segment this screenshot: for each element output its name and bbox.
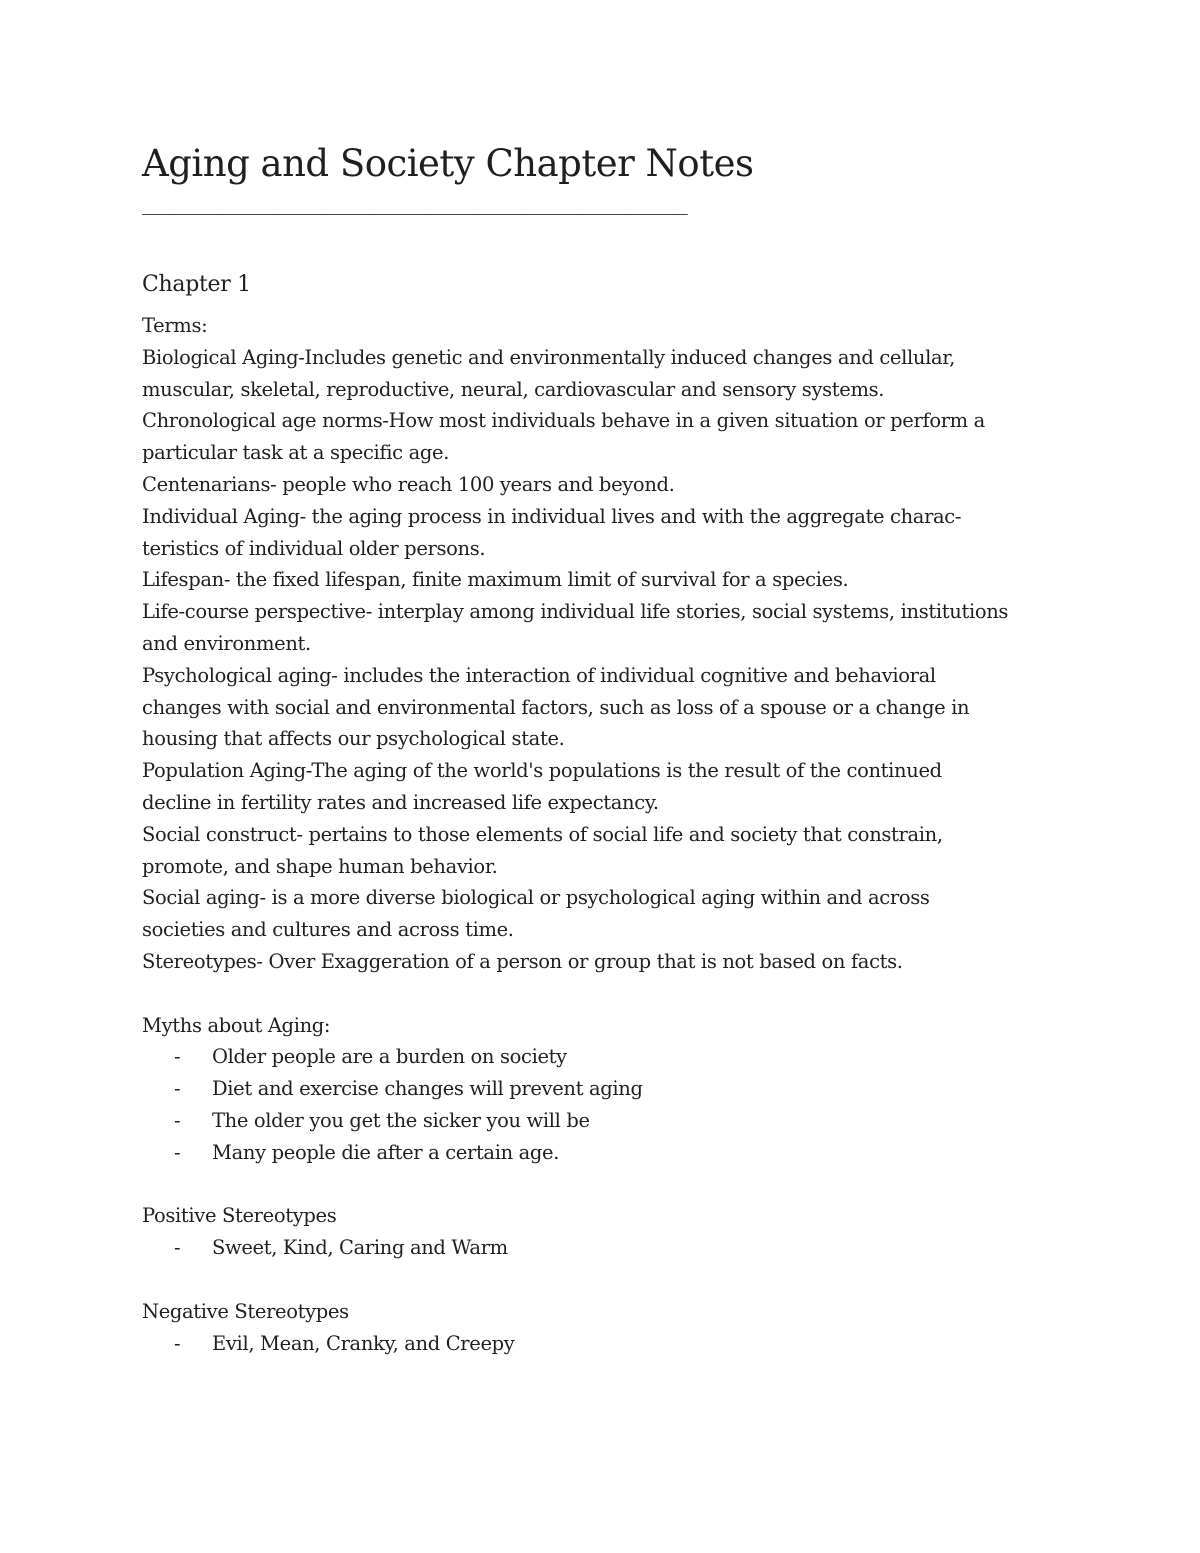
list-item-text: The older you get the sicker you will be	[212, 1108, 590, 1132]
term-line: Psychological aging- includes the interaction of individual cognitive and behavioral	[142, 663, 936, 687]
list-item-text: Sweet, Kind, Caring and Warm	[212, 1236, 508, 1260]
term-line: promote, and shape human behavior.	[142, 854, 498, 878]
term-line: changes with social and environmental factors, such as loss of a spouse or a change in	[142, 695, 970, 719]
myths-list	[142, 1041, 1072, 1168]
term-line: housing that affects our psychological state.	[142, 727, 565, 751]
bullet-dash: -	[174, 1331, 181, 1355]
myths-heading: Myths about Aging:	[142, 1013, 331, 1037]
term-line: Population Aging-The aging of the world's populations is the result of the continued	[142, 759, 942, 783]
positive-stereotypes-list	[142, 1232, 1072, 1264]
chapter-heading: Chapter 1	[142, 272, 251, 297]
term-line: Individual Aging- the aging process in individual lives and with the aggregate charac-	[142, 504, 962, 528]
list-item	[142, 1232, 1072, 1264]
term-line: particular task at a specific age.	[142, 441, 450, 465]
term-line: teristics of individual older persons.	[142, 536, 486, 560]
positive-stereotypes-heading: Positive Stereotypes	[142, 1204, 337, 1228]
term-line: Lifespan- the fixed lifespan, finite maximum limit of survival for a species.	[142, 568, 849, 592]
list-item	[142, 1328, 1072, 1360]
spacer	[142, 1264, 1072, 1296]
list-item	[142, 1041, 1072, 1073]
terms-label: Terms:	[142, 314, 208, 337]
term-line: muscular, skeletal, reproductive, neural, cardiovascular and sensory systems.	[142, 377, 885, 401]
list-item	[142, 1137, 1072, 1169]
term-line: Stereotypes- Over Exaggeration of a person or group that is not based on facts.	[142, 949, 903, 973]
term-line: Centenarians- people who reach 100 years and beyond.	[142, 472, 675, 496]
term-line: Social aging- is a more diverse biological or psychological aging within and across	[142, 886, 930, 910]
bullet-dash: -	[174, 1236, 181, 1260]
title-underline-rule: ______________________________________________________	[142, 191, 688, 215]
term-line: Life-course perspective- interplay among individual life stories, social systems, institutions	[142, 600, 1009, 624]
list-item-text: Many people die after a certain age.	[212, 1140, 560, 1164]
spacer	[142, 978, 1072, 1010]
term-line: societies and cultures and across time.	[142, 918, 514, 942]
term-line: Biological Aging-Includes genetic and environmentally induced changes and cellular,	[142, 345, 955, 369]
terms-list	[142, 342, 1072, 978]
chapter-body	[142, 310, 1072, 1359]
list-item	[142, 1073, 1072, 1105]
negative-stereotypes-heading: Negative Stereotypes	[142, 1299, 349, 1323]
document-title: Aging and Society Chapter Notes	[142, 142, 754, 185]
term-line: Chronological age norms-How most individuals behave in a given situation or perform a	[142, 409, 985, 433]
term-line: Social construct- pertains to those elements of social life and society that constrain,	[142, 822, 943, 846]
list-item-text: Older people are a burden on society	[212, 1045, 567, 1069]
term-line: and environment.	[142, 631, 311, 655]
bullet-dash: -	[174, 1140, 181, 1164]
bullet-dash: -	[174, 1077, 181, 1101]
term-line: decline in fertility rates and increased life expectancy.	[142, 790, 659, 814]
list-item-text: Evil, Mean, Cranky, and Creepy	[212, 1331, 515, 1355]
list-item	[142, 1105, 1072, 1137]
document-page	[142, 140, 1072, 1355]
bullet-dash: -	[174, 1045, 181, 1069]
list-item-text: Diet and exercise changes will prevent aging	[212, 1077, 643, 1101]
negative-stereotypes-list	[142, 1328, 1072, 1360]
bullet-dash: -	[174, 1108, 181, 1132]
spacer	[142, 1169, 1072, 1201]
